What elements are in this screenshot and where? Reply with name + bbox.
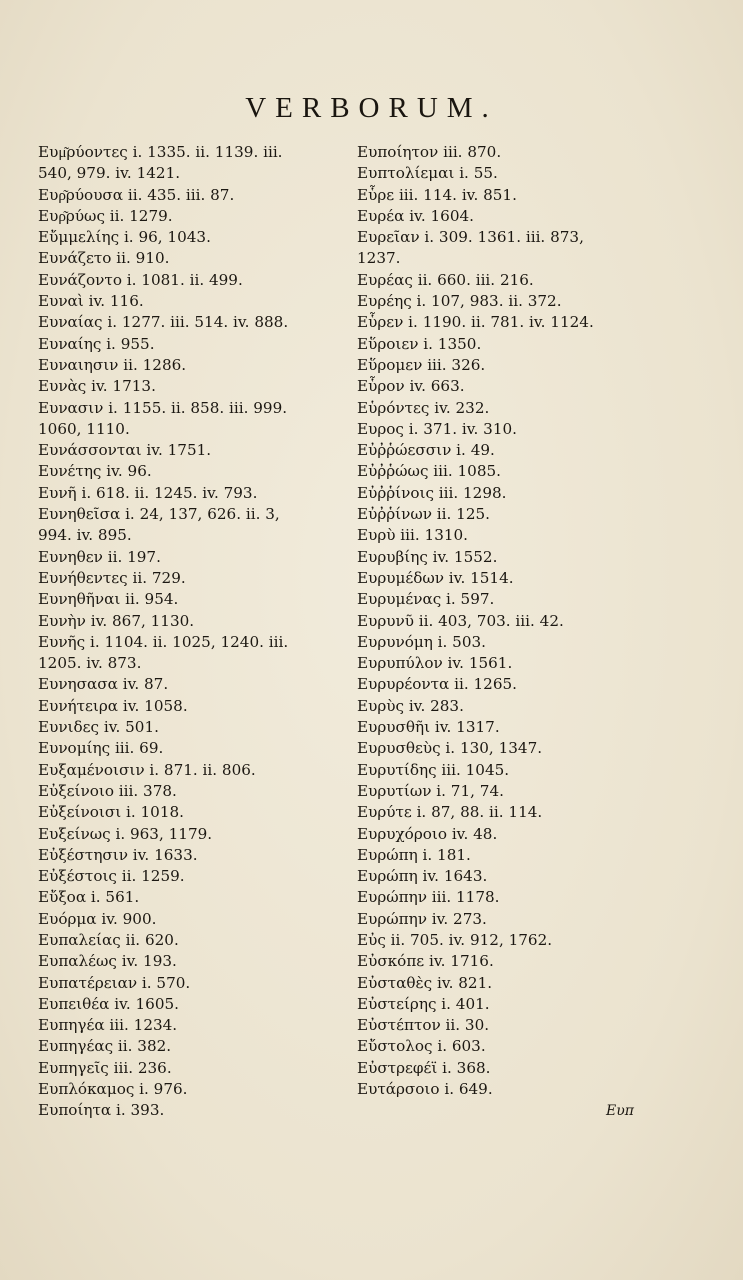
index-entry: Εὐσκόπε iv. 1716.: [357, 952, 494, 971]
index-entry: Ευπατέρειαν i. 570.: [38, 973, 191, 992]
index-entry: Εὐῤῥώως iii. 1085.: [357, 462, 501, 481]
index-entry: Ευνασιν i. 1155. ii. 858. iii. 999.: [38, 398, 288, 417]
index-entry: Ευρυπύλον iv. 1561.: [357, 654, 513, 673]
index-entry: Ευρυτίδης iii. 1045.: [357, 760, 510, 779]
index-entry: Εὗρον iv. 663.: [357, 377, 465, 396]
index-entry: Ευρώπη i. 181.: [357, 845, 471, 864]
index-entry: Εὐξείνοιο iii. 378.: [38, 781, 177, 800]
index-entry: 1060, 1110.: [38, 419, 130, 438]
index-entry: Εὐξέστησιν iv. 1633.: [38, 845, 198, 864]
index-entry: Ευρ͂ρύουσα ii. 435. iii. 87.: [38, 185, 235, 204]
index-entry: Ευρυμέδων iv. 1514.: [357, 568, 514, 587]
index-entry: Εὑρόντες iv. 232.: [357, 398, 490, 417]
index-entry: 1237.: [357, 249, 401, 268]
index-entry: Ευρώπην iv. 273.: [357, 909, 487, 928]
index-entry: 1205. iv. 873.: [38, 654, 142, 673]
catchword: Ευπ: [606, 1103, 634, 1119]
index-entry: Εὐστρεφέϊ i. 368.: [357, 1058, 491, 1077]
index-entry: Εὐστέπτον ii. 30.: [357, 1016, 490, 1035]
index-entry: Εὕροιεν i. 1350.: [357, 334, 482, 353]
index-entry: Ευνάζοντο i. 1081. ii. 499.: [38, 270, 243, 289]
index-entry: Ευπλόκαμος i. 976.: [38, 1080, 188, 1099]
index-entry: Ευνήτειρα iv. 1058.: [38, 696, 188, 715]
index-entry: Εὐῤῥώεσσιν i. 49.: [357, 441, 495, 460]
index-entry: Ευνήθεντες ii. 729.: [38, 568, 186, 587]
index-entry: 540, 979. iv. 1421.: [38, 164, 181, 183]
index-entry: Ευνηθεν ii. 197.: [38, 547, 161, 566]
index-entry: Ευρος i. 371. iv. 310.: [357, 419, 517, 438]
index-entry: Εὗρε iii. 114. iv. 851.: [357, 185, 517, 204]
index-entry: Ευρυσθεὺς i. 130, 1347.: [357, 739, 543, 758]
index-entry: Ευνὴν iv. 867, 1130.: [38, 611, 195, 630]
index-entry: Ευπαλείας ii. 620.: [38, 930, 179, 949]
index-entry: Ευρυβίης iv. 1552.: [357, 547, 498, 566]
index-entry: Ευμ͂ρύοντες i. 1335. ii. 1139. iii.: [38, 143, 283, 161]
index-entry: Ευξείνως i. 963, 1179.: [38, 824, 213, 843]
index-entry: Ευρώπη iv. 1643.: [357, 867, 488, 886]
index-entry: Ευνάζετο ii. 910.: [38, 249, 170, 268]
index-entry: Ευρυτίων i. 71, 74.: [357, 781, 504, 800]
index-entry: Ευρυχόροιο iv. 48.: [357, 824, 498, 843]
index-entry: Ευρύτε i. 87, 88. ii. 114.: [357, 803, 543, 822]
index-entry: Εὐστείρης i. 401.: [357, 994, 490, 1013]
index-entry: Εὔμμελίης i. 96, 1043.: [38, 228, 211, 247]
index-entry: Ευτάρσοιο i. 649.: [357, 1080, 493, 1099]
index-entry: Ευρέα iv. 1604.: [357, 206, 474, 225]
index-entry: Ευνάσσονται iv. 1751.: [38, 441, 212, 460]
index-entry: Ευρὺ iii. 1310.: [357, 526, 469, 545]
index-entry: Ευνὰς iv. 1713.: [38, 377, 156, 396]
index-entry: Ευρυμένας i. 597.: [357, 590, 495, 609]
index-entry: Ευρέας ii. 660. iii. 216.: [357, 270, 534, 289]
page-header: VERBORUM.: [245, 92, 498, 124]
index-entry: Εὐξείνοισι i. 1018.: [38, 803, 184, 822]
index-entry: Ευπηγέας ii. 382.: [38, 1037, 172, 1056]
index-entry: 994. iv. 895.: [38, 526, 132, 545]
index-entry: Ευρυνόμη i. 503.: [357, 632, 486, 651]
index-entry: Ευρὺς iv. 283.: [357, 696, 464, 715]
index-entry: Εὐς ii. 705. iv. 912, 1762.: [357, 930, 553, 949]
index-entry: Ευναίας i. 1277. iii. 514. iv. 888.: [38, 313, 289, 332]
index-entry: Ευόρμα iv. 900.: [38, 909, 157, 928]
index-entry: Ευνιδες iv. 501.: [38, 718, 159, 737]
index-entry: Ευρυνῦ ii. 403, 703. iii. 42.: [357, 611, 564, 630]
index-entry: Ευνῆ i. 618. ii. 1245. iv. 793.: [38, 483, 258, 502]
index-entry: Εὗρεν i. 1190. ii. 781. iv. 1124.: [357, 313, 594, 332]
index-entry: Ευρ͂ρύως ii. 1279.: [38, 206, 173, 225]
index-entry: Ευναίης i. 955.: [38, 334, 155, 353]
index-entry: Ευρεῖαν i. 309. 1361. iii. 873,: [357, 228, 584, 247]
index-entry: Ευνηθῆναι ii. 954.: [38, 590, 179, 609]
index-entry: Ευναιησιν ii. 1286.: [38, 355, 187, 374]
index-entry: Ευνέτης iv. 96.: [38, 462, 152, 481]
index-entry: Εὔστολος i. 603.: [357, 1037, 486, 1056]
index-entry: Ευποίητον iii. 870.: [357, 143, 502, 161]
index-entry: Ευρώπην iii. 1178.: [357, 888, 500, 907]
index-entry: Ευνομίης iii. 69.: [38, 739, 164, 758]
index-entry: Ευποίητα i. 393.: [38, 1101, 165, 1120]
index-entry: Ευπαλέως iv. 193.: [38, 952, 177, 971]
index-entry: Εὐῤῥίνων ii. 125.: [357, 505, 490, 524]
index-entry: Ευξαμένοισιν i. 871. ii. 806.: [38, 760, 256, 779]
index-entry: Εὐσταθὲς iv. 821.: [357, 973, 493, 992]
index-entry: Ευπηγεῖς iii. 236.: [38, 1058, 172, 1077]
index-entry: Ευπηγέα iii. 1234.: [38, 1016, 178, 1035]
index-entry: Ευπειθέα iv. 1605.: [38, 994, 179, 1013]
index-entry: Εὔξοα i. 561.: [38, 888, 140, 907]
index-entry: Ευπτολίεμαι i. 55.: [357, 164, 498, 183]
index-entry: Εὕρομεν iii. 326.: [357, 355, 486, 374]
index-entry: Ευρυσθῆι iv. 1317.: [357, 718, 500, 737]
index-entry: Ευρέης i. 107, 983. ii. 372.: [357, 292, 562, 311]
index-entry: Εὐῤῥίνοις iii. 1298.: [357, 483, 507, 502]
index-entry: Ευρυρέοντα ii. 1265.: [357, 675, 517, 694]
left-index-column: [38, 142, 338, 1122]
index-entry: Εὐξέστοις ii. 1259.: [38, 867, 185, 886]
index-entry: Ευνῆς i. 1104. ii. 1025, 1240. iii.: [38, 632, 289, 651]
right-index-column: [357, 142, 657, 1100]
index-entry: Ευνηθεῖσα i. 24, 137, 626. ii. 3,: [38, 505, 280, 524]
index-entry: Ευναὶ iv. 116.: [38, 292, 144, 311]
index-entry: Ευνησασα iv. 87.: [38, 675, 169, 694]
